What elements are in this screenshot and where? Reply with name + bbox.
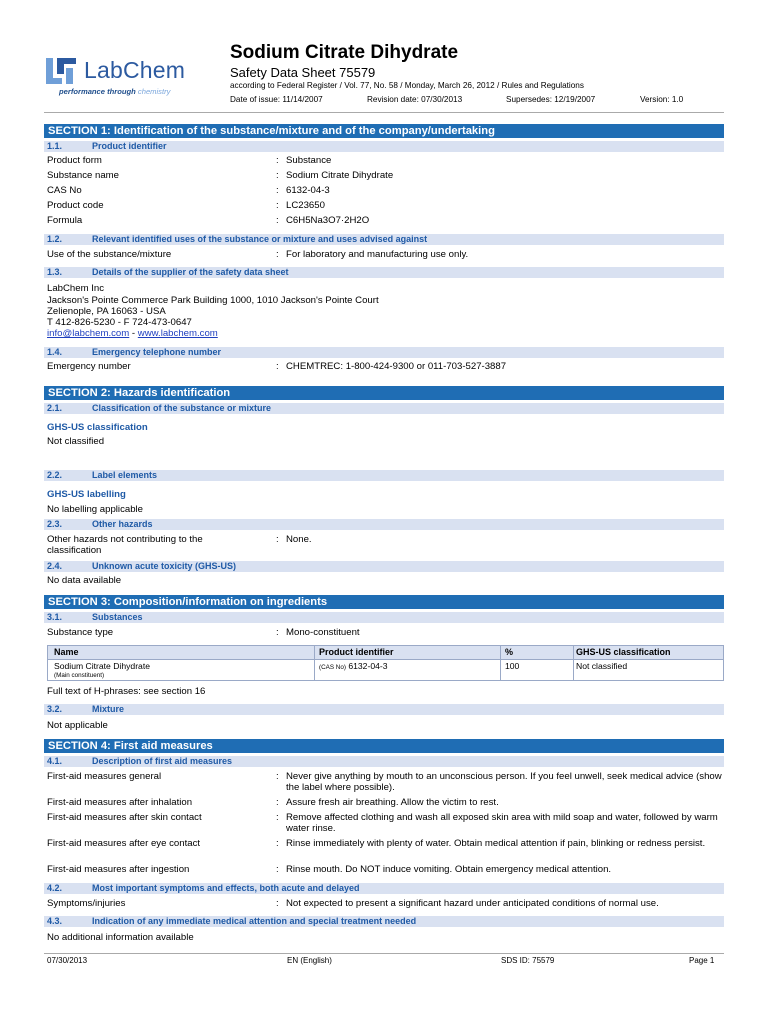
subsection-4-2: 4.2. Most important symptoms and effects, both acute and delayed: [44, 883, 724, 894]
section-4-heading: SECTION 4: First aid measures: [44, 739, 724, 753]
field-label: classification: [47, 545, 102, 556]
subsection-4-1: 4.1. Description of first aid measures: [44, 756, 724, 767]
field-value: CHEMTREC: 1-800-424-9300 or 011-703-527-3887: [286, 361, 507, 372]
table-header: %: [500, 646, 573, 659]
document-dates: [230, 95, 700, 107]
field-value: Substance: [286, 155, 332, 166]
brand-tagline: performance through chemistry: [59, 87, 171, 96]
subsection-2-4: 2.4. Unknown acute toxicity (GHS-US): [44, 561, 724, 572]
document-subtitle: Safety Data Sheet 75579: [230, 65, 376, 80]
supplier-address: Jackson's Pointe Commerce Park Building 1000, 1010 Jackson's Pointe Court: [47, 295, 379, 306]
ghs-classification-value: Not classified: [47, 436, 105, 447]
subsection-3-1: 3.1. Substances: [44, 612, 724, 623]
subsection-1-3: 1.3. Details of the supplier of the safety data sheet: [44, 267, 724, 278]
field-value: Not expected to present a significant hazard under anticipated conditions of normal use.: [286, 898, 659, 909]
field-label: Formula: [47, 215, 83, 226]
field-value: C6H5Na3O7·2H2O: [286, 215, 370, 226]
supersedes-date: Supersedes: 12/19/2007: [506, 95, 596, 104]
field-value: Never give anything by mouth to an unconscious person. If you feel unwell, seek medical advice (show the label where possible).: [286, 771, 722, 793]
table-header: Name: [48, 646, 314, 659]
subsection-3-2: 3.2. Mixture: [44, 704, 724, 715]
footer-language: EN (English): [287, 956, 332, 965]
field-label: First-aid measures after skin contact: [47, 812, 202, 823]
section-1-heading: SECTION 1: Identification of the substance/mixture and of the company/undertaking: [44, 124, 724, 138]
field-value: LC23650: [286, 200, 325, 211]
regulation-reference: according to Federal Register / Vol. 77, No. 58 / Monday, March 26, 2012 / Rules and Regulations: [230, 81, 584, 90]
subsection-2-1: 2.1. Classification of the substance or mixture: [44, 403, 724, 414]
subsection-2-2: 2.2. Label elements: [44, 470, 724, 481]
supplier-name: LabChem Inc: [47, 283, 105, 294]
subsection-1-1: 1.1. Product identifier: [44, 141, 724, 152]
field-label: Use of the substance/mixture: [47, 249, 172, 260]
field-value: Rinse mouth. Do NOT induce vomiting. Obtain emergency medical attention.: [286, 864, 612, 875]
additional-info: No additional information available: [47, 932, 194, 943]
issue-date: Date of issue: 11/14/2007: [230, 95, 323, 104]
ghs-labelling-heading: GHS-US labelling: [47, 489, 126, 500]
field-value: Remove affected clothing and wash all exposed skin area with mild soap and water, followed by warm water rinse.: [286, 812, 718, 834]
subsection-2-3: 2.3. Other hazards: [44, 519, 724, 530]
document-title: Sodium Citrate Dihydrate: [230, 42, 459, 63]
supplier-contacts: info@labchem.com - www.labchem.com: [47, 328, 218, 339]
acute-toxicity-value: No data available: [47, 575, 122, 586]
sds-page: LabChem performance through chemistry Sodium Citrate Dihydrate Safety Data Sheet 75579 according to Federal Register / Vol. 77, No. 58 / Monday, March 26, 2012 / Rules and Regulations Date of issue: 11/14/2007 Revision date: 07/30/2013 Supersedes: 12/19/2007 Version: 1.0 SECTION 1: Identification of the substance/mixture and of the company/undertaking 1.1. Product identifier Product form : Substance Substance name : Sodium Citrate Dihydrate CAS No : 6132-04-3 Product code : LC23650 Formula : C6H5Na3O7·2H2O 1.2. Relevant identified uses of the substance or mixture and uses advised against Use of the substance/mixture : For laboratory and manufacturing use only. 1.3. Details of the supplier of the safety data sheet LabChem Inc Jackson's Pointe Commerce Park Building 1000, 1010 Jackson's Pointe Court Zelienople, PA 16063 - USA T 412-826-5230 - F 724-473-0647 info@labchem.com - www.labchem.com 1.4. Emergency telephone number Emergency number : CHEMTREC: 1-800-424-9300 or 011-703-527-3887 SECTION 2: Hazards identification 2.1. Classification of the substance or mixture GHS-US classification Not classified 2.2. Label elements GHS-US labelling No labelling applicable 2.3. Other hazards Other hazards not contributing to the classification : None. 2.4. Unknown acute toxicity (GHS-US) No data available SECTION 3: Composition/information on ingredients 3.1. Substances Substance type : Mono-constituent Name Product identifier % GHS-US classification Sodium Citrate Dihydrate (Main constituent) (CAS No) 6132-04-3 100 Not classified Full text of H-phrases: see section 16 3.2. Mixture Not applicable SECTION 4: First aid measures 4.1. Description of first aid measures First-aid measures general : Never give anything by mouth to an unconscious person. If you feel unwell, seek medical advice (show the label where possible). First-aid measures after inhalation : Assure fresh air breathing. Allow the victim to rest. First-aid measures after skin contact : Remove affected clothing and wash all exposed skin area with mild soap and water, followed by warm water rinse. First-aid measures after eye contact : Rinse immediately with plenty of water. Obtain medical attention if pain, blinking or redness persist. First-aid measures after ingestion : Rinse mouth. Do NOT induce vomiting. Obtain emergency medical attention. 4.2. Most important symptoms and effects, both acute and delayed Symptoms/injuries : Not expected to present a significant hazard under anticipated conditions of normal use. 4.3. Indication of any immediate medical attention and special treatment needed No additional information available 07/30/2013 EN (English) SDS ID: 75579 Page 1: [0, 0, 768, 1024]
version: Version: 1.0: [640, 95, 684, 104]
section-2-heading: SECTION 2: Hazards identification: [44, 386, 724, 400]
footer-sds-id: SDS ID: 75579: [501, 956, 555, 965]
h-phrases-note: Full text of H-phrases: see section 16: [47, 686, 206, 697]
field-value: None.: [286, 534, 312, 545]
ghs-classification-heading: GHS-US classification: [47, 422, 148, 433]
subsection-1-4: 1.4. Emergency telephone number: [44, 347, 724, 358]
field-label: First-aid measures after inhalation: [47, 797, 193, 808]
table-cell-name: Sodium Citrate Dihydrate (Main constituent): [54, 661, 151, 679]
field-value: Sodium Citrate Dihydrate: [286, 170, 394, 181]
mixture-value: Not applicable: [47, 720, 108, 731]
field-label: First-aid measures after ingestion: [47, 864, 190, 875]
field-label: Substance name: [47, 170, 119, 181]
field-label: Emergency number: [47, 361, 131, 372]
field-label: Symptoms/injuries: [47, 898, 126, 909]
field-value: Mono-constituent: [286, 627, 360, 638]
labchem-logo-icon: [46, 56, 80, 86]
table-divider: [48, 659, 723, 660]
field-value: Assure fresh air breathing. Allow the victim to rest.: [286, 797, 499, 808]
field-label: First-aid measures general: [47, 771, 162, 782]
section-3-heading: SECTION 3: Composition/information on ingredients: [44, 595, 724, 609]
field-label: First-aid measures after eye contact: [47, 838, 201, 849]
email-link[interactable]: info@labchem.com: [47, 328, 130, 339]
field-label: Product code: [47, 200, 104, 211]
ghs-labelling-value: No labelling applicable: [47, 504, 144, 515]
supplier-phone: T 412-826-5230 - F 724-473-0647: [47, 317, 192, 328]
field-label: Substance type: [47, 627, 114, 638]
brand-name: LabChem: [84, 57, 186, 83]
supplier-city: Zelienople, PA 16063 - USA: [47, 306, 166, 317]
footer-date: 07/30/2013: [47, 956, 88, 965]
field-label: CAS No: [47, 185, 82, 196]
table-cell-percent: 100: [505, 661, 520, 671]
field-value: 6132-04-3: [286, 185, 330, 196]
footer-page: Page 1: [689, 956, 715, 965]
table-header: GHS-US classification: [573, 646, 723, 659]
table-header: Product identifier: [314, 646, 500, 659]
subsection-4-3: 4.3. Indication of any immediate medical attention and special treatment needed: [44, 916, 724, 927]
field-value: Rinse immediately with plenty of water. Obtain medical attention if pain, blinking or redness persist.: [286, 838, 706, 849]
field-label: Other hazards not contributing to the: [47, 534, 203, 545]
revision-date: Revision date: 07/30/2013: [367, 95, 463, 104]
header-divider: [44, 112, 724, 113]
website-link[interactable]: www.labchem.com: [137, 328, 218, 339]
footer-divider: [44, 953, 724, 954]
table-cell-classification: Not classified: [576, 661, 628, 671]
table-cell-identifier: (CAS No) 6132-04-3: [319, 661, 388, 671]
field-label: Product form: [47, 155, 102, 166]
labchem-logo: [46, 56, 226, 100]
field-value: For laboratory and manufacturing use only.: [286, 249, 469, 260]
composition-table: [47, 645, 724, 681]
subsection-1-2: 1.2. Relevant identified uses of the substance or mixture and uses advised against: [44, 234, 724, 245]
